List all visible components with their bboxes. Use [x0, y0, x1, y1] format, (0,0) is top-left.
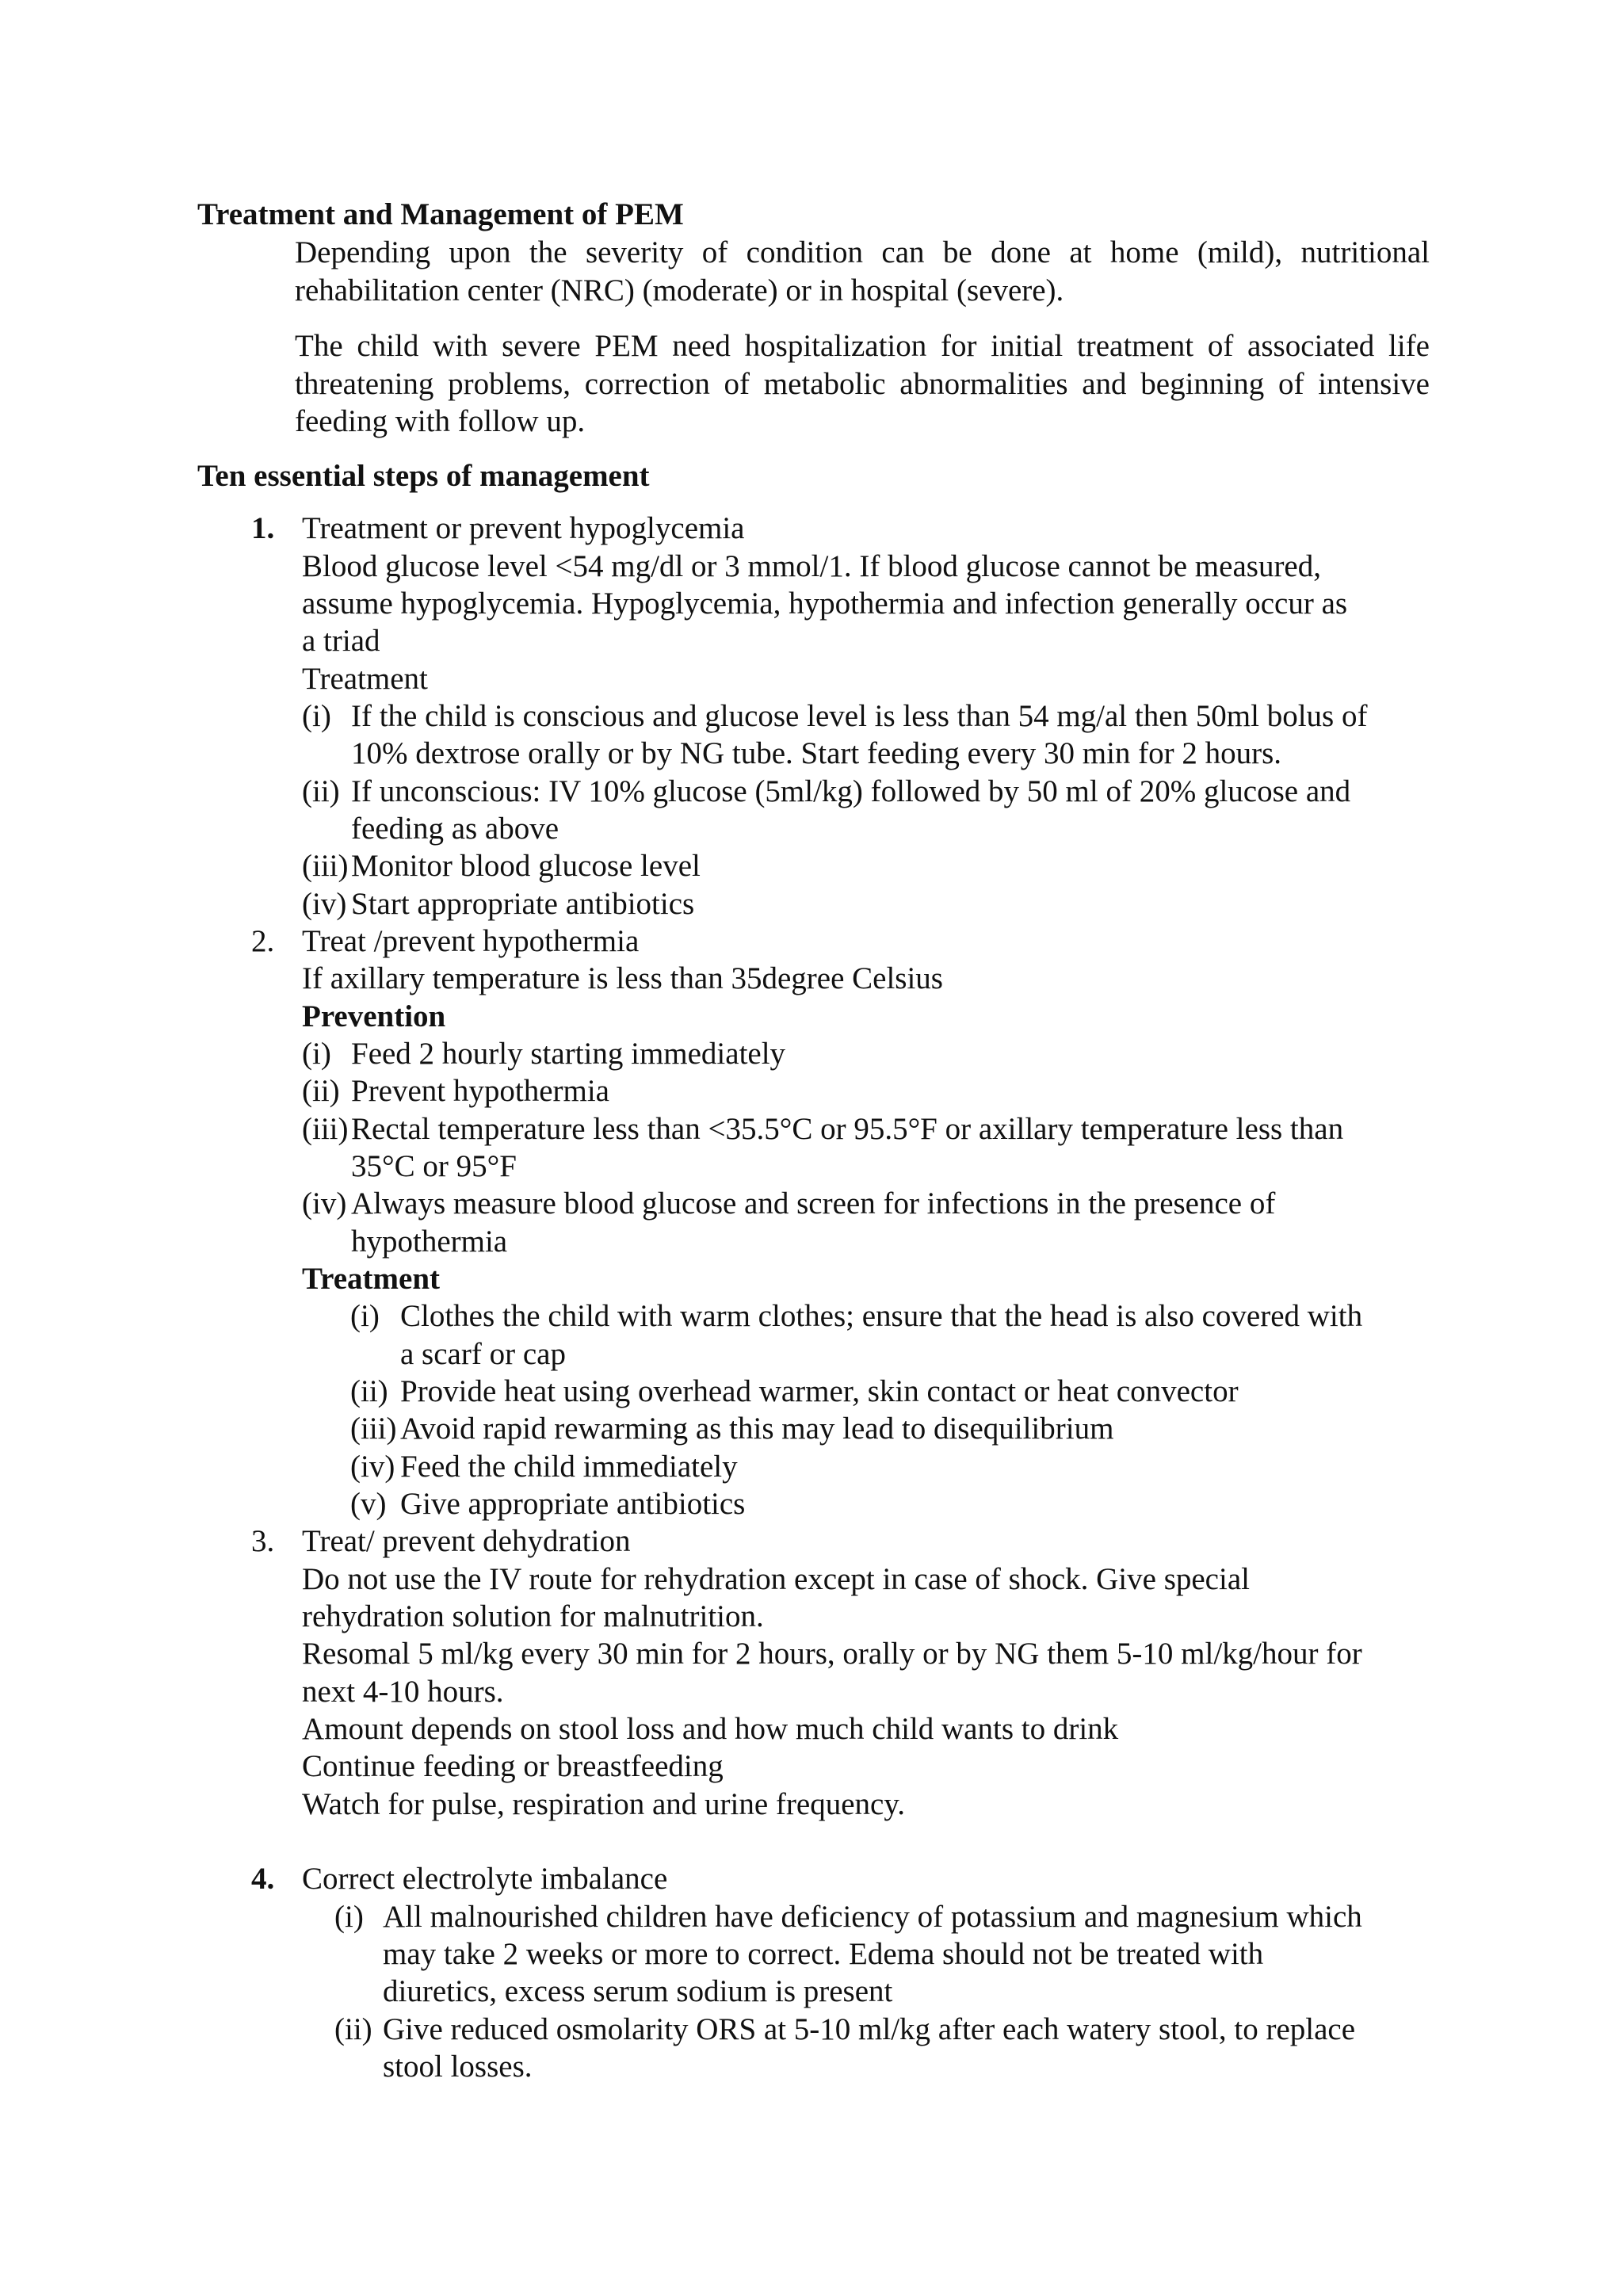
- step-description-line: a triad: [302, 624, 380, 658]
- list-marker: (i): [334, 1900, 364, 1934]
- list-marker: (iii): [350, 1412, 397, 1446]
- list-item-line: Avoid rapid rewarming as this may lead to disequilibrium: [400, 1412, 1114, 1446]
- list-item-line: If the child is conscious and glucose level is less than 54 mg/al then 50ml bolus of: [351, 699, 1368, 733]
- step-subheading: Treatment: [302, 662, 428, 696]
- prevention-heading: Prevention: [302, 999, 446, 1033]
- list-item-line: If unconscious: IV 10% glucose (5ml/kg) followed by 50 ml of 20% glucose and: [351, 774, 1351, 808]
- list-marker: (ii): [334, 2012, 372, 2046]
- step-line: Amount depends on stool loss and how much child wants to drink: [302, 1712, 1119, 1746]
- list-marker: (i): [350, 1299, 380, 1333]
- treatment-heading: Treatment: [302, 1262, 440, 1296]
- list-item-line: Rectal temperature less than <35.5°C or 95.5°F or axillary temperature less than: [351, 1112, 1344, 1146]
- page-title: Treatment and Management of PEM: [197, 197, 684, 231]
- list-item-line: hypothermia: [351, 1224, 508, 1259]
- list-marker: (iv): [350, 1450, 395, 1484]
- list-item-line: 35°C or 95°F: [351, 1149, 517, 1183]
- list-item-line: a scarf or cap: [400, 1337, 566, 1371]
- step-line: next 4-10 hours.: [302, 1675, 504, 1709]
- step-description-line: If axillary temperature is less than 35degree Celsius: [302, 961, 943, 995]
- intro-paragraph-2: The child with severe PEM need hospitalization for initial treatment of associated life threatening problems, correction of metabolic abnormalities and beginning of intensive feeding with follow up.: [295, 329, 1430, 438]
- step-description-line: assume hypoglycemia. Hypoglycemia, hypothermia and infection generally occur as: [302, 586, 1348, 621]
- step-line: Resomal 5 ml/kg every 30 min for 2 hours, orally or by NG them 5-10 ml/kg/hour for: [302, 1637, 1362, 1671]
- list-marker: (iii): [302, 849, 349, 883]
- step-number: 4.: [251, 1862, 275, 1896]
- list-marker: (iv): [302, 887, 347, 921]
- step-title: Treatment or prevent hypoglycemia: [302, 511, 745, 545]
- list-item-line: All malnourished children have deficiency of potassium and magnesium which: [383, 1900, 1362, 1934]
- list-marker: (ii): [302, 774, 340, 808]
- list-marker: (iii): [302, 1112, 349, 1146]
- list-marker: (i): [302, 1037, 331, 1071]
- list-item-line: may take 2 weeks or more to correct. Edema should not be treated with: [383, 1937, 1264, 1971]
- list-marker: (ii): [350, 1374, 388, 1408]
- list-item-line: Monitor blood glucose level: [351, 849, 701, 883]
- list-item-line: Provide heat using overhead warmer, skin contact or heat convector: [400, 1374, 1239, 1408]
- list-item-line: diuretics, excess serum sodium is present: [383, 1974, 893, 2008]
- step-line: Watch for pulse, respiration and urine frequency.: [302, 1787, 906, 1821]
- step-line: Do not use the IV route for rehydration except in case of shock. Give special: [302, 1562, 1250, 1596]
- list-item-line: Feed the child immediately: [400, 1450, 738, 1484]
- list-item-line: Prevent hypothermia: [351, 1074, 609, 1108]
- list-item-line: Give appropriate antibiotics: [400, 1487, 746, 1521]
- list-item-line: Clothes the child with warm clothes; ensure that the head is also covered with: [400, 1299, 1363, 1333]
- list-item-line: Always measure blood glucose and screen for infections in the presence of: [351, 1186, 1276, 1221]
- step-number: 2.: [251, 924, 275, 958]
- step-number: 3.: [251, 1524, 275, 1558]
- list-marker: (ii): [302, 1074, 340, 1108]
- list-item-line: Feed 2 hourly starting immediately: [351, 1037, 786, 1071]
- step-line: Continue feeding or breastfeeding: [302, 1749, 724, 1783]
- step-title: Treat /prevent hypothermia: [302, 924, 640, 958]
- list-marker: (iv): [302, 1186, 347, 1221]
- list-item-line: stool losses.: [383, 2050, 533, 2084]
- step-title: Treat/ prevent dehydration: [302, 1524, 631, 1558]
- list-marker: (v): [350, 1487, 387, 1521]
- list-item-line: Give reduced osmolarity ORS at 5-10 ml/kg after each watery stool, to replace: [383, 2012, 1356, 2046]
- list-item-line: feeding as above: [351, 812, 559, 846]
- list-item-line: Start appropriate antibiotics: [351, 887, 695, 921]
- step-line: rehydration solution for malnutrition.: [302, 1599, 764, 1633]
- steps-heading: Ten essential steps of management: [197, 459, 650, 493]
- step-description-line: Blood glucose level <54 mg/dl or 3 mmol/1. If blood glucose cannot be measured,: [302, 549, 1321, 583]
- step-title: Correct electrolyte imbalance: [302, 1862, 668, 1896]
- step-number: 1.: [251, 511, 275, 545]
- intro-paragraph-1: Depending upon the severity of condition can be done at home (mild), nutritional rehabilitation center (NRC) (moderate) or in hospital (severe).: [295, 235, 1430, 308]
- list-marker: (i): [302, 699, 331, 733]
- list-item-line: 10% dextrose orally or by NG tube. Start feeding every 30 min for 2 hours.: [351, 736, 1282, 770]
